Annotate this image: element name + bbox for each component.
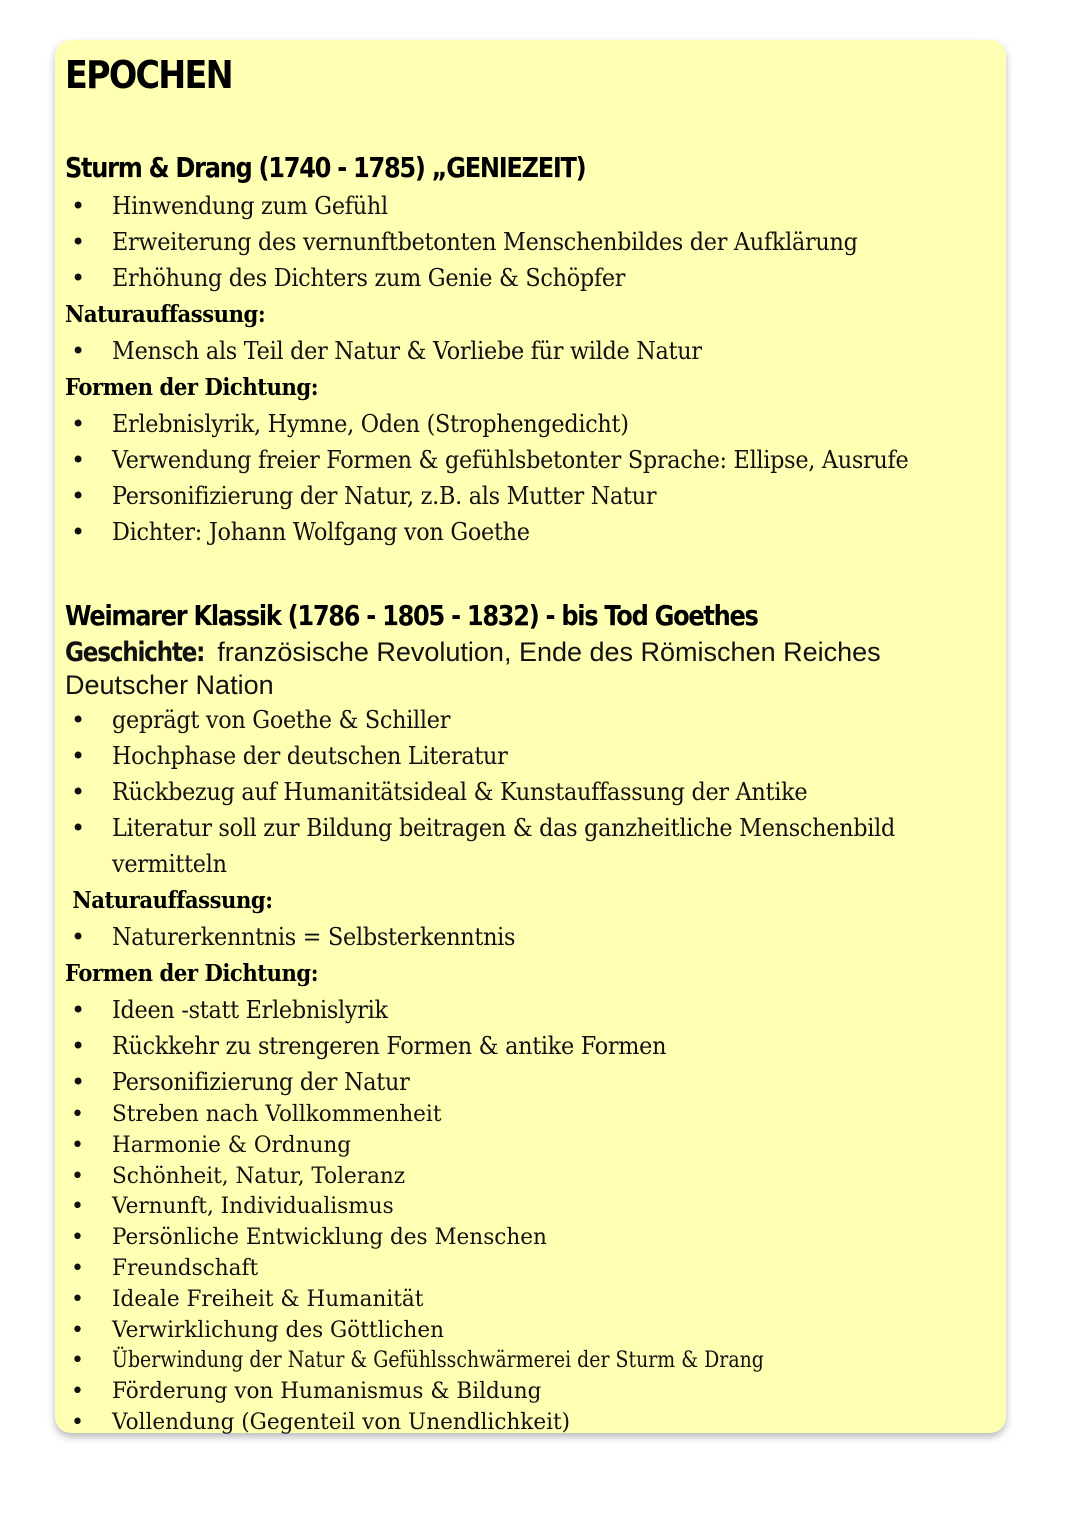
list-item: • Personifizierung der Natur [71,1068,410,1096]
list-item: • Rückkehr zu strengeren Formen & antike Formen [71,1032,667,1060]
sturm-und-drang-nature-list [65,333,996,369]
sturm-und-drang-forms-list [65,406,996,550]
list-item: • Erhöhung des Dichters zum Genie & Schöpfer [71,264,626,292]
page-title: EPOCHEN [65,53,232,97]
list-item: • Mensch als Teil der Natur & Vorliebe für wilde Natur [71,337,702,365]
list-item: • geprägt von Goethe & Schiller [71,706,451,734]
list-item: • Vernunft, Individualismus [71,1194,394,1220]
history-text: französische Revolution, Ende des Römischen Reiches Deutscher Nation [65,637,881,700]
list-item: • Ideale Freiheit & Humanität [71,1286,424,1312]
history-paragraph [65,636,965,702]
list-item: • Verwirklichung des Göttlichen [71,1317,444,1343]
list-item: • Personifizierung der Natur, z.B. als Mutter Natur [71,482,657,510]
list-item: • Förderung von Humanismus & Bildung [71,1379,542,1405]
sturm-und-drang-list [65,188,996,296]
weimarer-klassik-keywords-list [65,1100,996,1439]
list-item: • Streben nach Vollkommenheit [71,1102,442,1127]
list-item: • Naturerkenntnis = Selbsterkenntnis [71,923,516,951]
list-item: • Freundschaft [71,1255,259,1281]
weimarer-klassik-list [65,702,996,882]
list-item: • Harmonie & Ordnung [71,1132,352,1158]
weimarer-klassik-nature-list [65,919,996,955]
weimarer-klassik-forms-list [65,992,996,1100]
nature-label: Naturauffassung: [72,887,273,914]
list-item: • Hinwendung zum Gefühl [71,192,388,220]
section-heading-weimarer-klassik: Weimarer Klassik (1786 - 1805 - 1832) - bis Tod Goethes [65,599,758,632]
section-heading-sturm-und-drang: Sturm & Drang (1740 - 1785) „GENIEZEIT) [65,151,586,184]
list-item: • Vollendung (Gegenteil von Unendlichkeit) [71,1409,571,1435]
list-item: • Schönheit, Natur, Toleranz [71,1163,406,1189]
nature-label: Naturauffassung: [65,301,266,328]
list-item: • Überwindung der Natur & Gefühlsschwärmerei der Sturm & Drang [71,1348,764,1374]
forms-label: Formen der Dichtung: [65,374,319,401]
history-label: Geschichte: [65,637,205,668]
list-item: • Ideen -statt Erlebnislyrik [71,996,388,1024]
list-item: • Verwendung freier Formen & gefühlsbetonter Sprache: Ellipse, Ausrufe [71,446,909,474]
epochen-card [55,40,1006,1433]
list-item: • Persönliche Entwicklung des Menschen [71,1225,547,1251]
list-item: • Hochphase der deutschen Literatur [71,742,508,770]
list-item: • Erlebnislyrik, Hymne, Oden (Strophengedicht) [71,410,629,438]
list-item: • Literatur soll zur Bildung beitragen & das ganzheitliche Menschenbild vermitteln [71,814,895,878]
forms-label: Formen der Dichtung: [65,960,319,987]
list-item: • Erweiterung des vernunftbetonten Menschenbildes der Aufklärung [71,228,858,256]
list-item: • Rückbezug auf Humanitätsideal & Kunstauffassung der Antike [71,778,808,806]
list-item: • Dichter: Johann Wolfgang von Goethe [71,518,530,546]
